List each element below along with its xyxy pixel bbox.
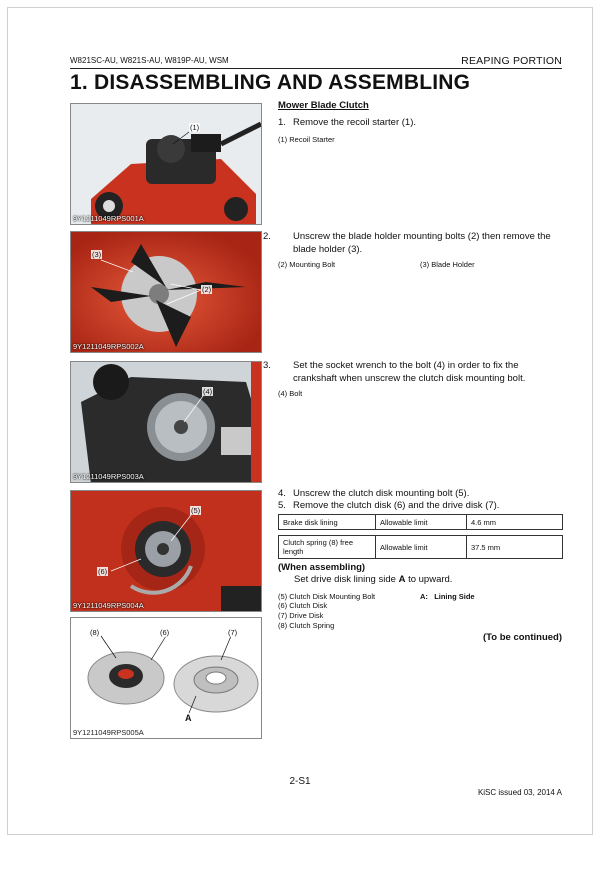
step-3: 3. Set the socket wrench to the bolt (4) in order to fix the crankshaft when unscrew the clutch disk mounting bolt. bbox=[263, 360, 526, 384]
issue-info: KiSC issued 03, 2014 A bbox=[477, 788, 562, 797]
note-4: (4) Bolt bbox=[278, 389, 303, 398]
note-5: (5) Clutch Disk Mounting Bolt bbox=[278, 592, 376, 601]
header-section: REAPING PORTION bbox=[461, 55, 562, 67]
step-5: 5. Remove the clutch disk (6) and the drive disk (7). bbox=[278, 500, 500, 511]
callout-4: (4) bbox=[203, 387, 213, 396]
assembling-text: Set drive disk lining side A to upward. bbox=[294, 574, 453, 585]
figure-disks bbox=[70, 617, 262, 739]
spec-label: Allowable limit bbox=[376, 515, 467, 530]
page-number: 2-S1 bbox=[289, 776, 311, 787]
spec-table-brake bbox=[278, 514, 563, 530]
spec-table-spring bbox=[278, 535, 563, 559]
note-2: (2) Mounting Bolt bbox=[278, 260, 336, 269]
note-3: (3) Blade Holder bbox=[420, 260, 475, 269]
figure-code: 9Y1211049RPS004A bbox=[73, 601, 144, 610]
note-6: (6) Clutch Disk bbox=[278, 601, 328, 610]
figure-clutch-disk bbox=[70, 490, 262, 612]
note-1: (1) Recoil Starter bbox=[278, 135, 335, 144]
step-4: 4. Unscrew the clutch disk mounting bolt (5). bbox=[278, 488, 470, 499]
note-8: (8) Clutch Spring bbox=[278, 621, 335, 630]
page-title: 1. DISASSEMBLING AND ASSEMBLING bbox=[70, 71, 471, 94]
callout-7: (7) bbox=[228, 628, 238, 637]
spec-item: Brake disk lining bbox=[279, 515, 376, 530]
callout-8: (8) bbox=[90, 628, 100, 637]
spec-value: 4.6 mm bbox=[467, 515, 563, 530]
figure-recoil-starter bbox=[70, 103, 262, 225]
figure-code: 9Y1211049RPS003A bbox=[73, 472, 144, 481]
callout-5: (5) bbox=[191, 506, 201, 515]
callout-6b: (6) bbox=[160, 628, 170, 637]
legend-a: A: Lining Side bbox=[420, 592, 475, 601]
callout-1: (1) bbox=[190, 123, 200, 132]
spec-value: 37.5 mm bbox=[467, 536, 563, 559]
spec-label: Allowable limit bbox=[376, 536, 467, 559]
to-be-continued: (To be continued) bbox=[483, 632, 562, 643]
figure-code: 9Y1211049RPS005A bbox=[73, 728, 144, 737]
header-rule bbox=[70, 68, 562, 69]
note-7: (7) Drive Disk bbox=[278, 611, 324, 620]
assembling-heading: (When assembling) bbox=[278, 562, 366, 573]
step-2: 2. Unscrew the blade holder mounting bolts (2) then remove the blade holder (3). bbox=[263, 231, 551, 255]
section-subtitle: Mower Blade Clutch bbox=[278, 100, 369, 111]
spec-item: Clutch spring (8) free length bbox=[279, 536, 376, 559]
figure-code: 9Y1211049RPS002A bbox=[73, 342, 144, 351]
header-models: W821SC-AU, W821S-AU, W819P-AU, WSM bbox=[70, 56, 229, 65]
callout-6: (6) bbox=[98, 567, 108, 576]
step-1: 1. Remove the recoil starter (1). bbox=[278, 117, 417, 128]
figure-blade-holder bbox=[70, 231, 262, 353]
callout-a: A bbox=[185, 713, 192, 723]
callout-2: (2) bbox=[202, 285, 212, 294]
callout-3: (3) bbox=[92, 250, 102, 259]
figure-crankshaft-bolt bbox=[70, 361, 262, 483]
figure-code: 9Y1211049RPS001A bbox=[73, 214, 144, 223]
